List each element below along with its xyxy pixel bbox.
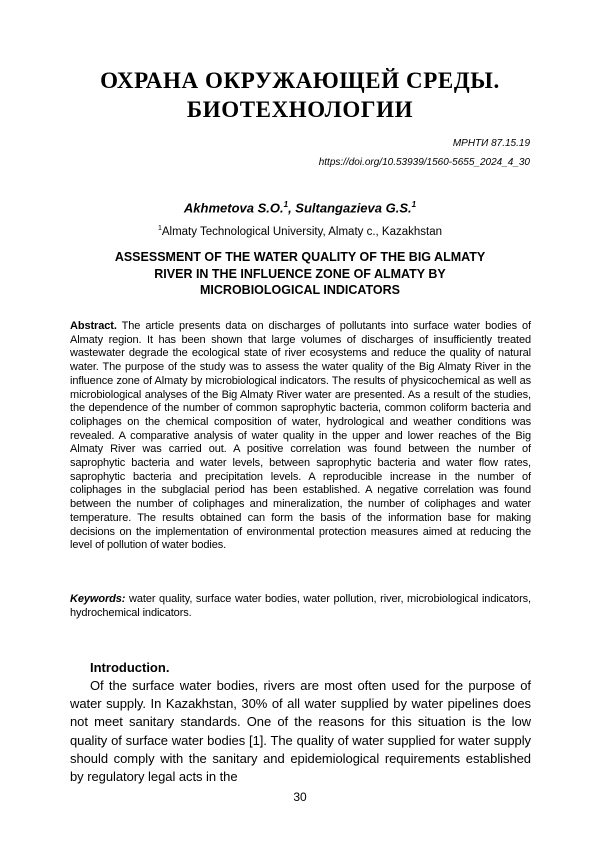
mrnti-code: МРНТИ 87.15.19: [452, 138, 530, 149]
keywords-text: water quality, surface water bodies, water pollution, river, microbiological indicators, hydrochemical indicators.: [70, 593, 531, 619]
journal-section-title: [60, 66, 540, 124]
section-title-line2: БИОТЕХНОЛОГИИ: [186, 97, 414, 122]
abstract: [70, 320, 531, 553]
introduction-paragraph: Of the surface water bodies, rivers are most often used for the purpose of water supply. In Kazakhstan, 30% of all water supplied by water pipelines does not meet sanitary standards. One of the reasons for this situation is the low quality of surface water bodies [1]. The quality of water supplied for water supply should comply with the sanitary and epidemiological requirements established by regulatory legal acts in the: [70, 678, 531, 785]
introduction-heading: Introduction.: [90, 660, 170, 675]
author-name: Sultangazieva G.S.: [295, 200, 412, 216]
author-separator: ,: [288, 200, 296, 216]
affiliation-mark: 1: [157, 225, 162, 232]
abstract-label: Abstract.: [70, 320, 117, 332]
author-list: [60, 200, 540, 215]
author-affiliation-mark: 1: [283, 200, 289, 209]
doi-link[interactable]: https://doi.org/10.53939/1560-5655_2024_4_30: [318, 157, 530, 168]
keywords: [70, 593, 531, 620]
section-title-line1: ОХРАНА ОКРУЖАЮЩЕЙ СРЕДЫ.: [100, 68, 500, 93]
author-affiliation-mark: 1: [411, 200, 417, 209]
keywords-label: Keywords:: [70, 593, 126, 605]
page-number: 30: [293, 790, 307, 804]
author-name: Akhmetova S.O.: [183, 200, 284, 216]
abstract-text: The article presents data on discharges of pollutants into surface water bodies of Almaty region. It has been shown that large volumes of discharges of insufficiently treated wastewater degrade the ecological state of river ecosystems and reduce the quality of natural water. The purpose of the study was to assess the water quality of the Big Almaty River in the influence zone of Almaty by microbiological indicators. The results of physicochemical as well as microbiological analyses of the Big Almaty River water are presented. As a result of the studies, the dependence of the number of common saprophytic bacteria, common coliform bacteria and coliphages on the chemical composition of water, hydrological and weather conditions was revealed. A comparative analysis of water quality in the upper and lower reaches of the Big Almaty River was carried out. A positive correlation was found between the number of saprophytic bacteria and water levels, between saprophytic bacteria and water flow rates, saprophytic bacteria and precipitation levels. A reproducible increase in the number of coliphages in the subglacial period has been established. A negative correlation was found between the number of coliphages and mineralization, the number of coliphages and water temperature. The results obtained can form the basis of the information base for making decisions on the implementation of environmental protection measures aimed at reducing the level of pollution of water bodies.: [70, 320, 531, 552]
author-affiliation: [60, 225, 540, 238]
affiliation-text: Almaty Technological University, Almaty c., Kazakhstan: [161, 225, 443, 238]
paper-title: ASSESSMENT OF THE WATER QUALITY OF THE BIG ALMATY RIVER IN THE INFLUENCE ZONE OF ALMATY BY MICROBIOLOGICAL INDICATORS: [114, 250, 486, 297]
